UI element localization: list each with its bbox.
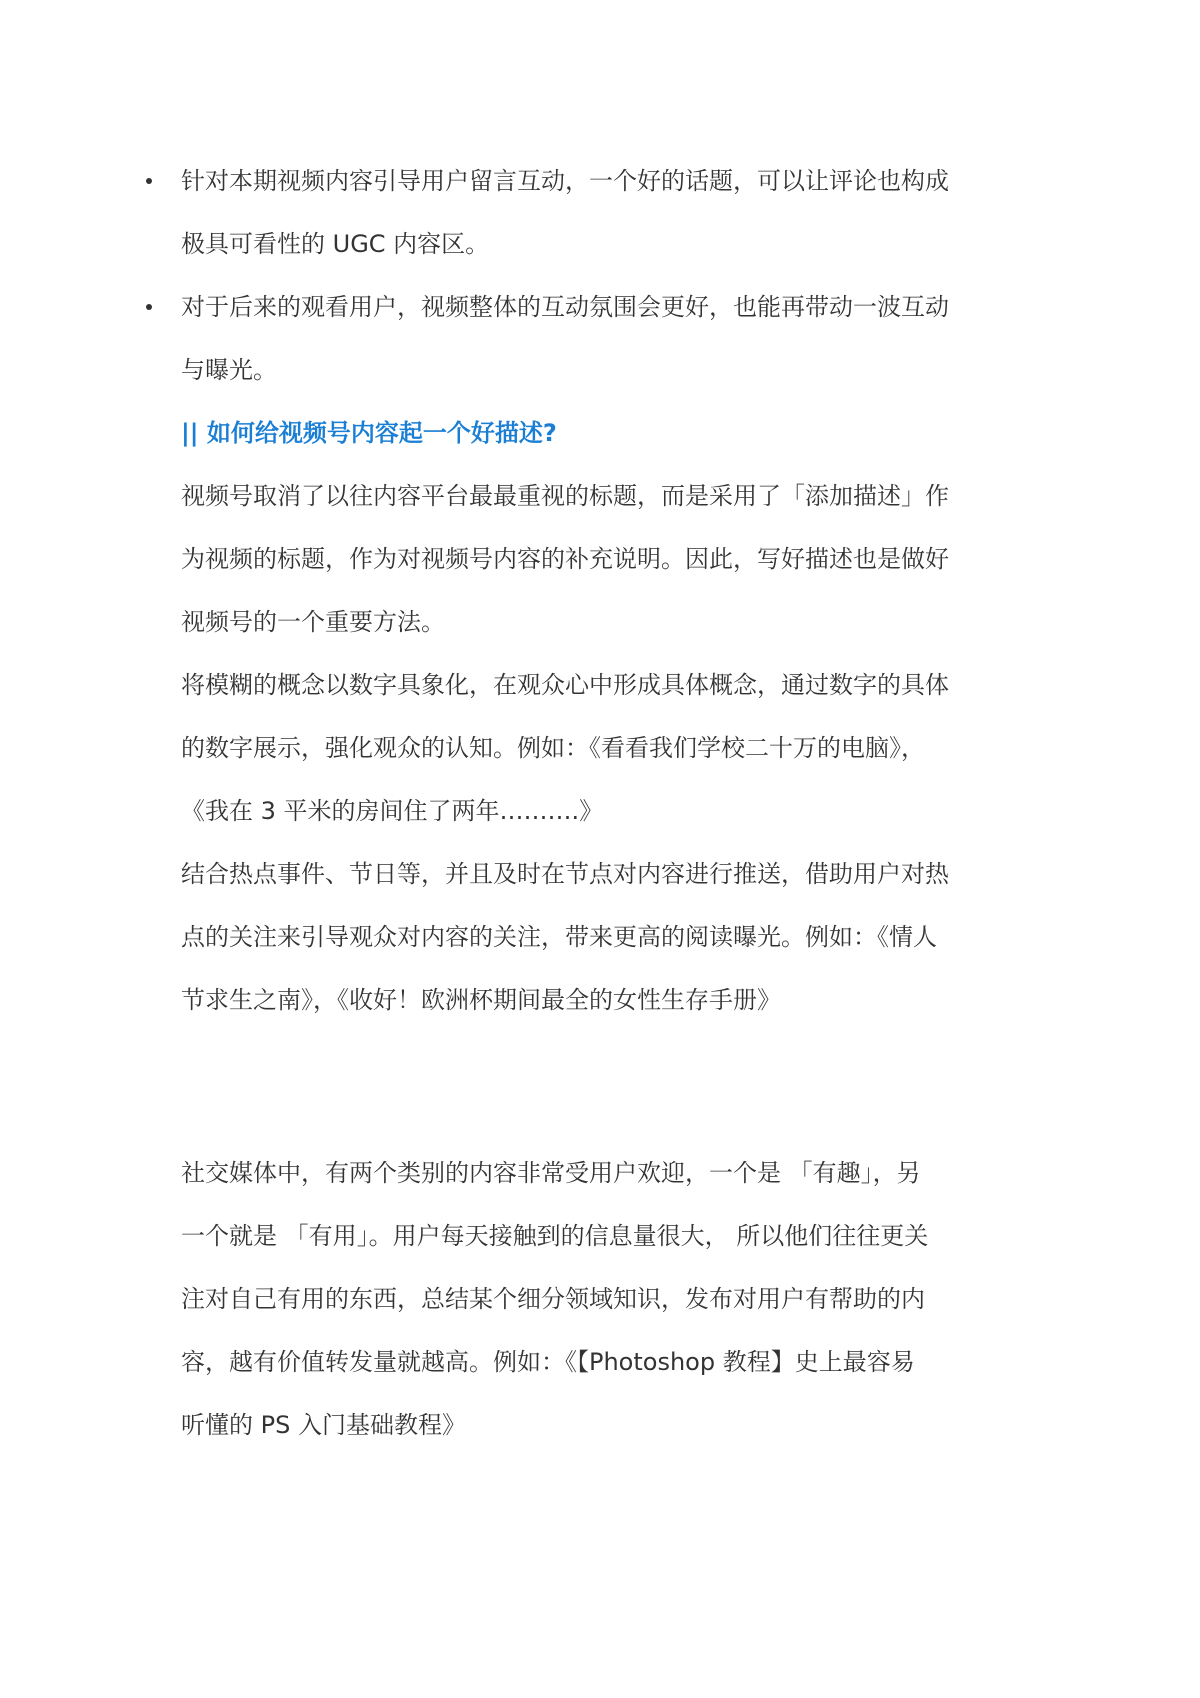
section-heading: || 如何给视频号内容起一个好描述? bbox=[181, 419, 557, 447]
paragraph-2-line-1: 将模糊的概念以数字具象化，在观众心中形成具体概念，通过数字的具体 bbox=[181, 671, 949, 699]
paragraph-1-line-1: 视频号取消了以往内容平台最最重视的标题，而是采用了「添加描述」作 bbox=[181, 482, 949, 510]
closing-line-5: 听懂的 PS 入门基础教程》 bbox=[181, 1411, 466, 1439]
bullet-1-line-2: 极具可看性的 UGC 内容区。 bbox=[181, 230, 490, 258]
paragraph-1 bbox=[181, 465, 1021, 654]
paragraph-1-line-3: 视频号的一个重要方法。 bbox=[181, 608, 445, 636]
paragraph-3-line-3: 节求生之南》，《收好！欧洲杯期间最全的女性生存手册》 bbox=[181, 986, 781, 1014]
bullet-item-2 bbox=[181, 276, 1021, 402]
closing-line-1: 社交媒体中，有两个类别的内容非常受用户欢迎，一个是 「有趣」，另 bbox=[181, 1159, 921, 1187]
section-spacer bbox=[181, 1032, 1021, 1142]
bullet-dot-icon bbox=[146, 178, 152, 184]
bullet-2-line-2: 与曝光。 bbox=[181, 356, 277, 384]
paragraph-1-line-2: 为视频的标题，作为对视频号内容的补充说明。因此，写好描述也是做好 bbox=[181, 545, 949, 573]
paragraph-3-line-1: 结合热点事件、节日等，并且及时在节点对内容进行推送，借助用户对热 bbox=[181, 860, 949, 888]
bullet-dot-icon bbox=[146, 304, 152, 310]
closing-paragraph bbox=[181, 1142, 1021, 1457]
bullet-2-line-1: 对于后来的观看用户，视频整体的互动氛围会更好，也能再带动一波互动 bbox=[181, 293, 949, 321]
closing-line-2: 一个就是 「有用」。用户每天接触到的信息量很大， 所以他们往往更关 bbox=[181, 1222, 929, 1250]
bullet-item-1 bbox=[181, 150, 1021, 276]
paragraph-3-line-2: 点的关注来引导观众对内容的关注，带来更高的阅读曝光。例如：《情人 bbox=[181, 923, 937, 951]
bullet-1-line-1: 针对本期视频内容引导用户留言互动，一个好的话题，可以让评论也构成 bbox=[181, 167, 949, 195]
paragraph-3 bbox=[181, 843, 1021, 1032]
document-content bbox=[181, 150, 1021, 1457]
paragraph-2 bbox=[181, 654, 1021, 843]
paragraph-2-line-3: 《我在 3 平米的房间住了两年……….》 bbox=[181, 797, 604, 825]
closing-line-4: 容，越有价值转发量就越高。例如：《【Photoshop 教程】史上最容易 bbox=[181, 1348, 915, 1376]
paragraph-2-line-2: 的数字展示，强化观众的认知。例如：《看看我们学校二十万的电脑》， bbox=[181, 734, 925, 762]
closing-line-3: 注对自己有用的东西，总结某个细分领域知识，发布对用户有帮助的内 bbox=[181, 1285, 925, 1313]
